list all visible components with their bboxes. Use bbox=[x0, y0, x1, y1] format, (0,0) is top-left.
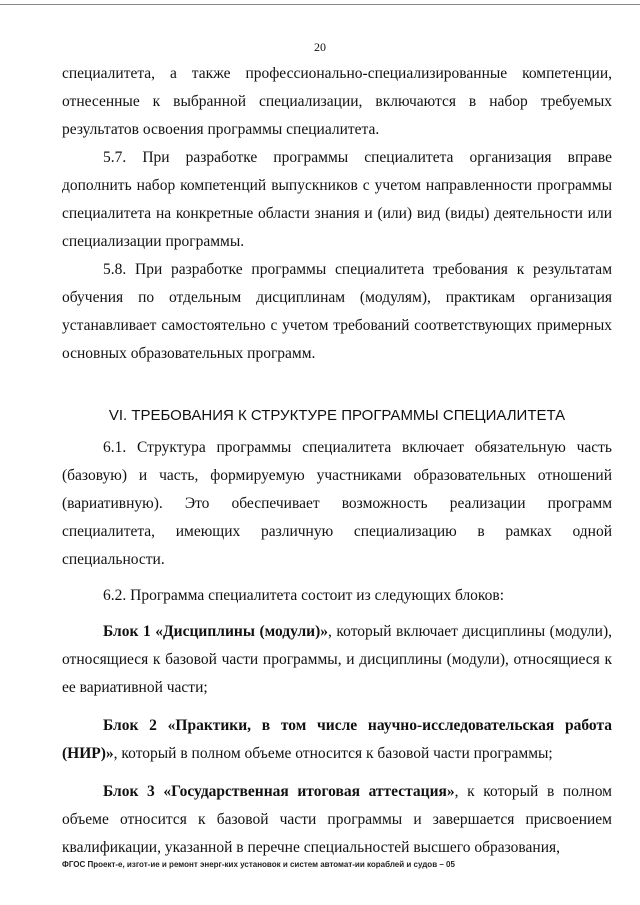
block-3-title: Блок 3 «Государственная итоговая аттестация» bbox=[103, 783, 455, 800]
block-2-text: , который в полном объеме относится к базовой части программы; bbox=[113, 745, 553, 762]
page-number: 20 bbox=[314, 40, 326, 54]
paragraph-5-8: 5.8. При разработке программы специалитета требования к результатам обучения по отдельным дисциплинам (модулям), практикам организация устанавливает самостоятельно с учетом требований соответствующих примерных основных образовательных программ. bbox=[62, 261, 612, 362]
block-2-paragraph bbox=[62, 712, 612, 768]
document-body bbox=[62, 60, 612, 862]
paragraph-5-7: 5.7. При разработке программы специалитета организация вправе дополнить набор компетенций выпускников с учетом направленности программы специалитета на конкретные области знания и (или) вид (виды) деятельности или специализации программы. bbox=[62, 149, 612, 250]
block-3-paragraph bbox=[62, 778, 612, 862]
block-1-paragraph bbox=[62, 618, 612, 702]
section-heading: VI. ТРЕБОВАНИЯ К СТРУКТУРЕ ПРОГРАММЫ СПЕЦИАЛИТЕТА bbox=[108, 407, 566, 424]
paragraph-6-2: 6.2. Программа специалитета состоит из следующих блоков: bbox=[103, 587, 505, 604]
block-1-title: Блок 1 «Дисциплины (модули)» bbox=[103, 623, 329, 640]
block-3-text: , к который в полном объеме относится к базовой части программы и завершается присвоением квалификации, указанной в перечне специальностей высшего образования, bbox=[62, 783, 612, 856]
paragraph-continuation: специалитета, а также профессионально-специализированные компетенции, отнесенные к выбранной специализации, включаются в набор требуемых результатов освоения программы специалитета. bbox=[62, 65, 612, 138]
block-1-text: , который включает дисциплины (модули), относящиеся к базовой части программы, и дисциплины (модули), относящиеся к ее вариативной части; bbox=[62, 623, 612, 696]
block-2-title: Блок 2 «Практики, в том числе научно-исследовательская работа (НИР)» bbox=[62, 717, 612, 762]
paragraph-6-1: 6.1. Структура программы специалитета включает обязательную часть (базовую) и часть, формируемую участниками образовательных отношений (вариативную). Это обеспечивает возможность реализации программ специалитета, имеющих различную специализацию в рамках одной специальности. bbox=[62, 439, 612, 568]
top-border-line bbox=[0, 4, 640, 5]
footer-text: ФГОС Проект-е, изгот-ие и ремонт энерг-ких установок и систем автомат-ии кораблей и судов – 05 bbox=[62, 860, 455, 869]
